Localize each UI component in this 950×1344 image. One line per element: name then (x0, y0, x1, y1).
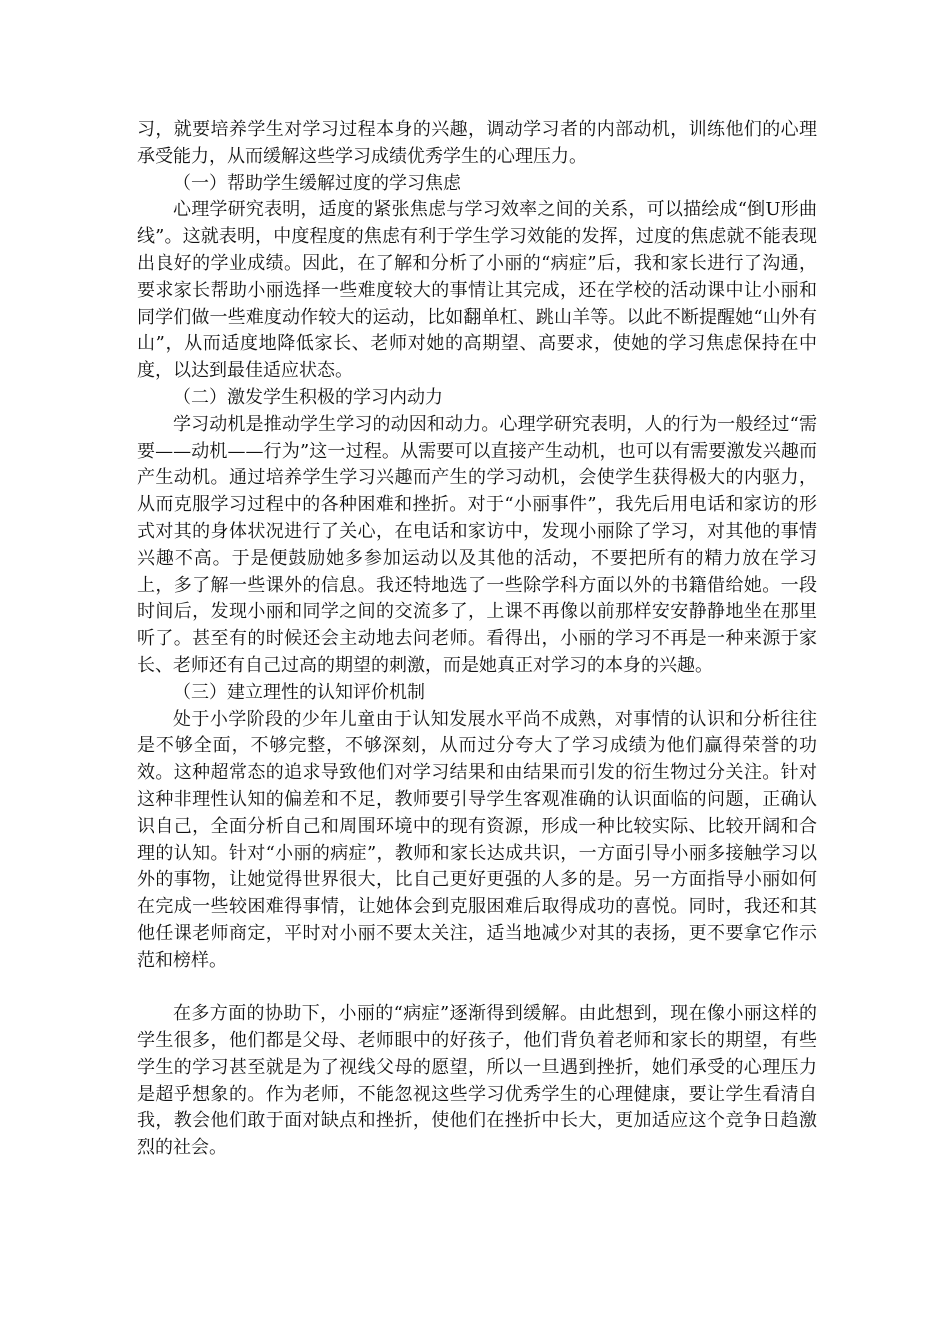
section-heading-1: （一）帮助学生缓解过度的学习焦虑 (173, 172, 461, 194)
section-heading-2: （二）激发学生积极的学习内动力 (173, 386, 443, 408)
document-page (137, 117, 817, 1162)
blank-line (137, 975, 817, 1002)
paragraph-anxiety: 心理学研究表明，适度的紧张焦虑与学习效率之间的关系，可以描绘成“倒U形曲线”。这就表明，中度程度的焦虑有利于学生学习效能的发挥，过度的焦虑就不能表现出良好的学业成绩。因此，在了解和分析了小丽的“病症”后，我和家长进行了沟通，要求家长帮助小丽选择一些难度较大的事情让其完成，还在学校的活动课中让小丽和同学们做一些难度动作较大的运动，比如翻单杠、跳山羊等。以此不断提醒她“山外有山”，从而适度地降低家长、老师对她的高期望、高要求，使她的学习焦虑保持在中度，以达到最佳适应状态。 (137, 199, 817, 382)
paragraph-motivation: 学习动机是推动学生学习的动因和动力。心理学研究表明，人的行为一般经过“需要——动机——行为”这一过程。从需要可以直接产生动机，也可以有需要激发兴趣而产生动机。通过培养学生学习兴趣而产生的学习动机，会使学生获得极大的内驱力，从而克服学习过程中的各种困难和挫折。对于“小丽事件”，我先后用电话和家访的形式对其的身体状况进行了关心，在电话和家访中，发现小丽除了学习，对其他的事情兴趣不高。于是便鼓励她多参加运动以及其他的活动，不要把所有的精力放在学习上，多了解一些课外的信息。我还特地选了一些除学科方面以外的书籍借给她。一段时间后，发现小丽和同学之间的交流多了，上课不再像以前那样安安静静地坐在那里听了。甚至有的时候还会主动地去问老师。看得出，小丽的学习不再是一种来源于家长、老师还有自己过高的期望的刺激，而是她真正对学习的本身的兴趣。 (137, 413, 817, 676)
paragraph-conclusion: 在多方面的协助下，小丽的“病症”逐渐得到缓解。由此想到，现在像小丽这样的学生很多，他们都是父母、老师眼中的好孩子，他们背负着老师和家长的期望，有些学生的学习甚至就是为了视线父母的愿望，所以一旦遇到挫折，她们承受的心理压力是超乎想象的。作为老师，不能忽视这些学习优秀学生的心理健康，要让学生看清自我，教会他们敢于面对缺点和挫折，使他们在挫折中长大，更加适应这个竞争日趋激烈的社会。 (137, 1003, 817, 1159)
paragraph-cognition: 处于小学阶段的少年儿童由于认知发展水平尚不成熟，对事情的认识和分析往往是不够全面，不够完整，不够深刻，从而过分夸大了学习成绩为他们赢得荣誉的功效。这种超常态的追求导致他们对学习结果和由结果而引发的衍生物过分关注。针对这种非理性认知的偏差和不足，教师要引导学生客观准确的认识面临的问题，正确认识自己，全面分析自己和周围环境中的现有资源，形成一种比较实际、比较开阔和合理的认知。针对“小丽的病症”，教师和家长达成共识，一方面引导小丽多接触学习以外的事物，让她觉得世界很大，比自己更好更强的人多的是。另一方面指导小丽如何在完成一些较困难得事情，让她体会到克服困难后取得成功的喜悦。同时，我还和其他任课老师商定，平时对小丽不要太关注，适当地减少对其的表扬，更不要拿它作示范和榜样。 (137, 708, 817, 971)
section-heading-3: （三）建立理性的认知评价机制 (173, 681, 425, 703)
paragraph-continued: 习，就要培养学生对学习过程本身的兴趣，调动学习者的内部动机，训练他们的心理承受能力，从而缓解这些学习成绩优秀学生的心理压力。 (137, 119, 817, 167)
